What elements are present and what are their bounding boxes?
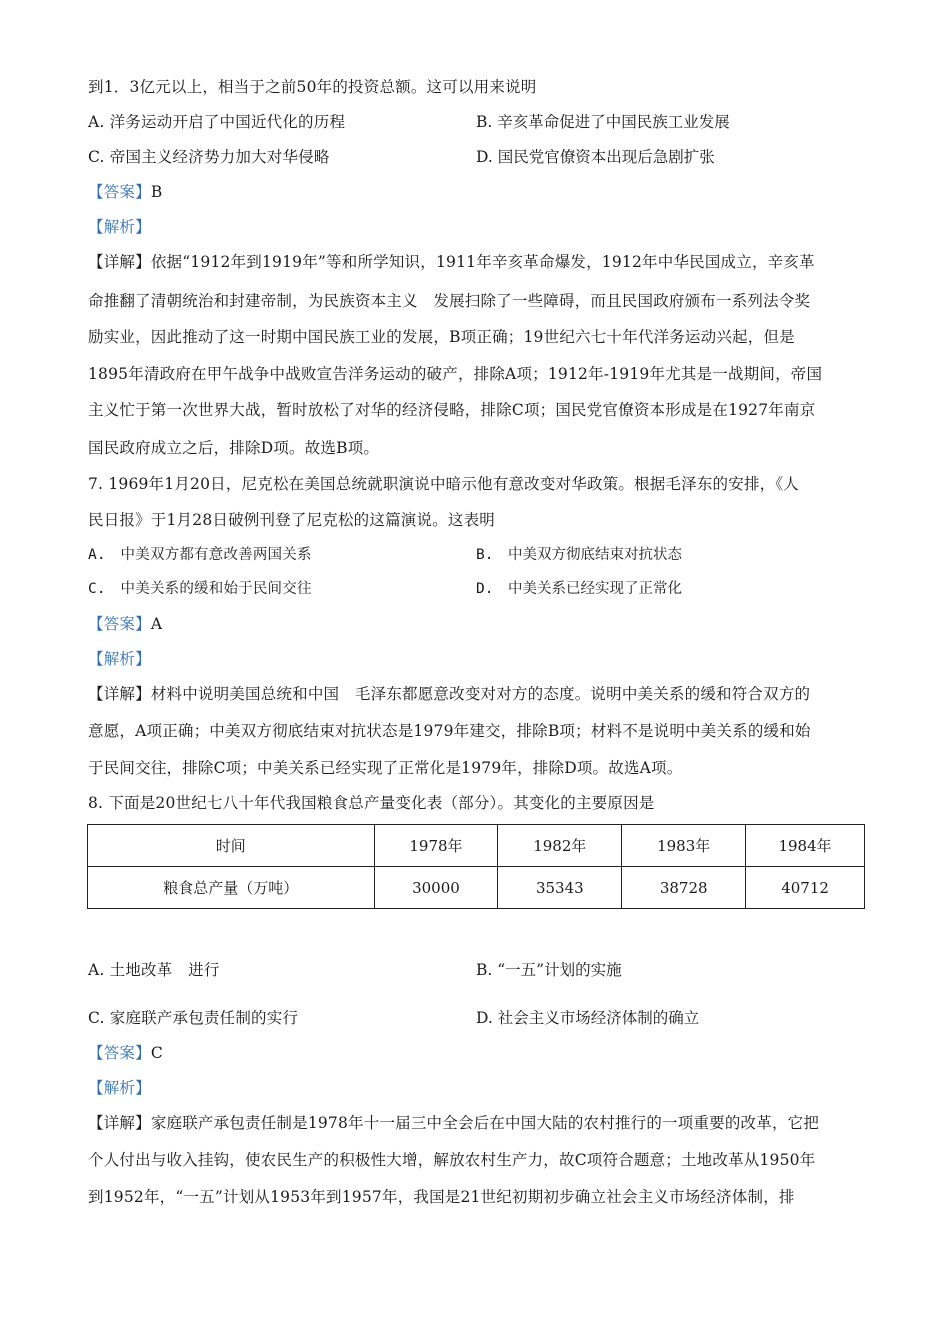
q7-option-b: B. 中美双方彻底结束对抗状态 — [476, 547, 682, 563]
q8-answer — [88, 1042, 868, 1064]
answer-value: B — [150, 183, 163, 201]
q8-option-b: B. “一五”计划的实施 — [476, 961, 622, 979]
q8-detail-line-3: 到1952年，“一五”计划从1953年到1957年，我国是21世纪初期初步确立社会主义市场经济体制，排 — [88, 1188, 795, 1206]
q8-detail-line-2: 个人付出与收入挂钩，使农民生产的积极性大增，解放农村生产力，故C项符合题意；土地改革从1950年 — [88, 1151, 816, 1169]
answer-tag: 【答案】 — [88, 183, 151, 201]
q7-answer — [88, 613, 868, 635]
q6-option-c: C. 帝国主义经济势力加大对华侵略 — [88, 148, 330, 166]
q7-detail-line-1 — [88, 683, 868, 705]
q6-detail-line-1 — [88, 251, 868, 273]
q6-analysis-heading — [88, 216, 868, 238]
q7-option-c: C. 中美关系的缓和始于民间交往 — [88, 581, 312, 597]
q6-option-d: D. 国民党官僚资本出现后急剧扩张 — [476, 148, 715, 166]
q8-analysis-heading — [88, 1077, 868, 1099]
table-header-cell: 1978年 — [374, 825, 498, 867]
detail-tag: 【详解】 — [88, 253, 151, 271]
q7-stem-line-1: 7. 1969年1月20日，尼克松在美国总统就职演说中暗示他有意改变对华政策。根据毛泽东的安排，《人 — [88, 475, 799, 493]
table-header-row — [88, 825, 865, 867]
q7-detail-line-3: 于民间交往，排除C项；中美关系已经实现了正常化是1979年，排除D项。故选A项。 — [88, 759, 683, 777]
answer-tag: 【答案】 — [88, 1044, 151, 1062]
q8-detail-line-1 — [88, 1112, 868, 1134]
q6-detail-line-5: 主义忙于第一次世界大战，暂时放松了对华的经济侵略，排除C项；国民党官僚资本形成是在1927年南京 — [88, 401, 816, 419]
q6-detail-line-3: 励实业，因此推动了这一时期中国民族工业的发展，B项正确；19世纪六七十年代洋务运动兴起，但是 — [88, 328, 795, 346]
q7-option-a: A. 中美双方都有意改善两国关系 — [88, 547, 312, 563]
q8-option-a: A. 土地改革 进行 — [88, 961, 220, 979]
detail-tag: 【详解】 — [88, 685, 151, 703]
answer-value: C — [150, 1044, 163, 1062]
q7-detail-line-2: 意愿，A项正确；中美双方彻底结束对抗状态是1979年建交，排除B项；材料不是说明中美关系的缓和始 — [88, 722, 811, 740]
q8-stem: 8. 下面是20世纪七八十年代我国粮食总产量变化表（部分）。其变化的主要原因是 — [88, 794, 655, 812]
detail-text: 家庭联产承包责任制是1978年十一届三中全会后在中国大陆的农村推行的一项重要的改革，它把 — [150, 1114, 820, 1132]
table-row — [88, 867, 865, 909]
table-header-cell: 1982年 — [498, 825, 622, 867]
q8-option-d: D. 社会主义市场经济体制的确立 — [476, 1009, 700, 1027]
table-cell: 38728 — [622, 867, 746, 909]
detail-text: 依据“1912年到1919年”等和所学知识，1911年辛亥革命爆发，1912年中华民国成立，辛亥革 — [150, 253, 815, 271]
table-cell: 粮食总产量（万吨） — [88, 867, 375, 909]
grain-output-table — [87, 824, 865, 909]
analysis-tag: 【解析】 — [88, 1079, 151, 1097]
q6-answer — [88, 181, 868, 203]
q8-option-c: C. 家庭联产承包责任制的实行 — [88, 1009, 299, 1027]
q6-detail-line-6: 国民政府成立之后，排除D项。故选B项。 — [88, 439, 380, 457]
table-cell: 35343 — [498, 867, 622, 909]
q6-detail-line-2: 命推翻了清朝统治和封建帝制，为民族资本主义 发展扫除了一些障碍，而且民国政府颁布一系列法令奖 — [88, 292, 811, 310]
analysis-tag: 【解析】 — [88, 650, 151, 668]
q7-option-d: D. 中美关系已经实现了正常化 — [476, 581, 682, 597]
q7-stem-line-2: 民日报》于1月28日破例刊登了尼克松的这篇演说。这表明 — [88, 511, 495, 529]
answer-value: A — [150, 615, 163, 633]
q7-analysis-heading — [88, 648, 868, 670]
detail-text: 材料中说明美国总统和中国 毛泽东都愿意改变对对方的态度。说明中美关系的缓和符合双方的 — [150, 685, 811, 703]
q6-option-b: B. 辛亥革命促进了中国民族工业发展 — [476, 113, 730, 131]
q6-detail-line-4: 1895年清政府在甲午战争中战败宣告洋务运动的破产，排除A项；1912年-1919年尤其是一战期间，帝国 — [88, 365, 823, 383]
table-header-cell: 1984年 — [746, 825, 865, 867]
q6-option-a: A. 洋务运动开启了中国近代化的历程 — [88, 113, 346, 131]
table-cell: 30000 — [374, 867, 498, 909]
answer-tag: 【答案】 — [88, 615, 151, 633]
detail-tag: 【详解】 — [88, 1114, 151, 1132]
table-cell: 40712 — [746, 867, 865, 909]
table-header-cell: 时间 — [88, 825, 375, 867]
question-6-stem-end: 到1．3亿元以上，相当于之前50年的投资总额。这可以用来说明 — [88, 78, 537, 96]
analysis-tag: 【解析】 — [88, 218, 151, 236]
table-header-cell: 1983年 — [622, 825, 746, 867]
